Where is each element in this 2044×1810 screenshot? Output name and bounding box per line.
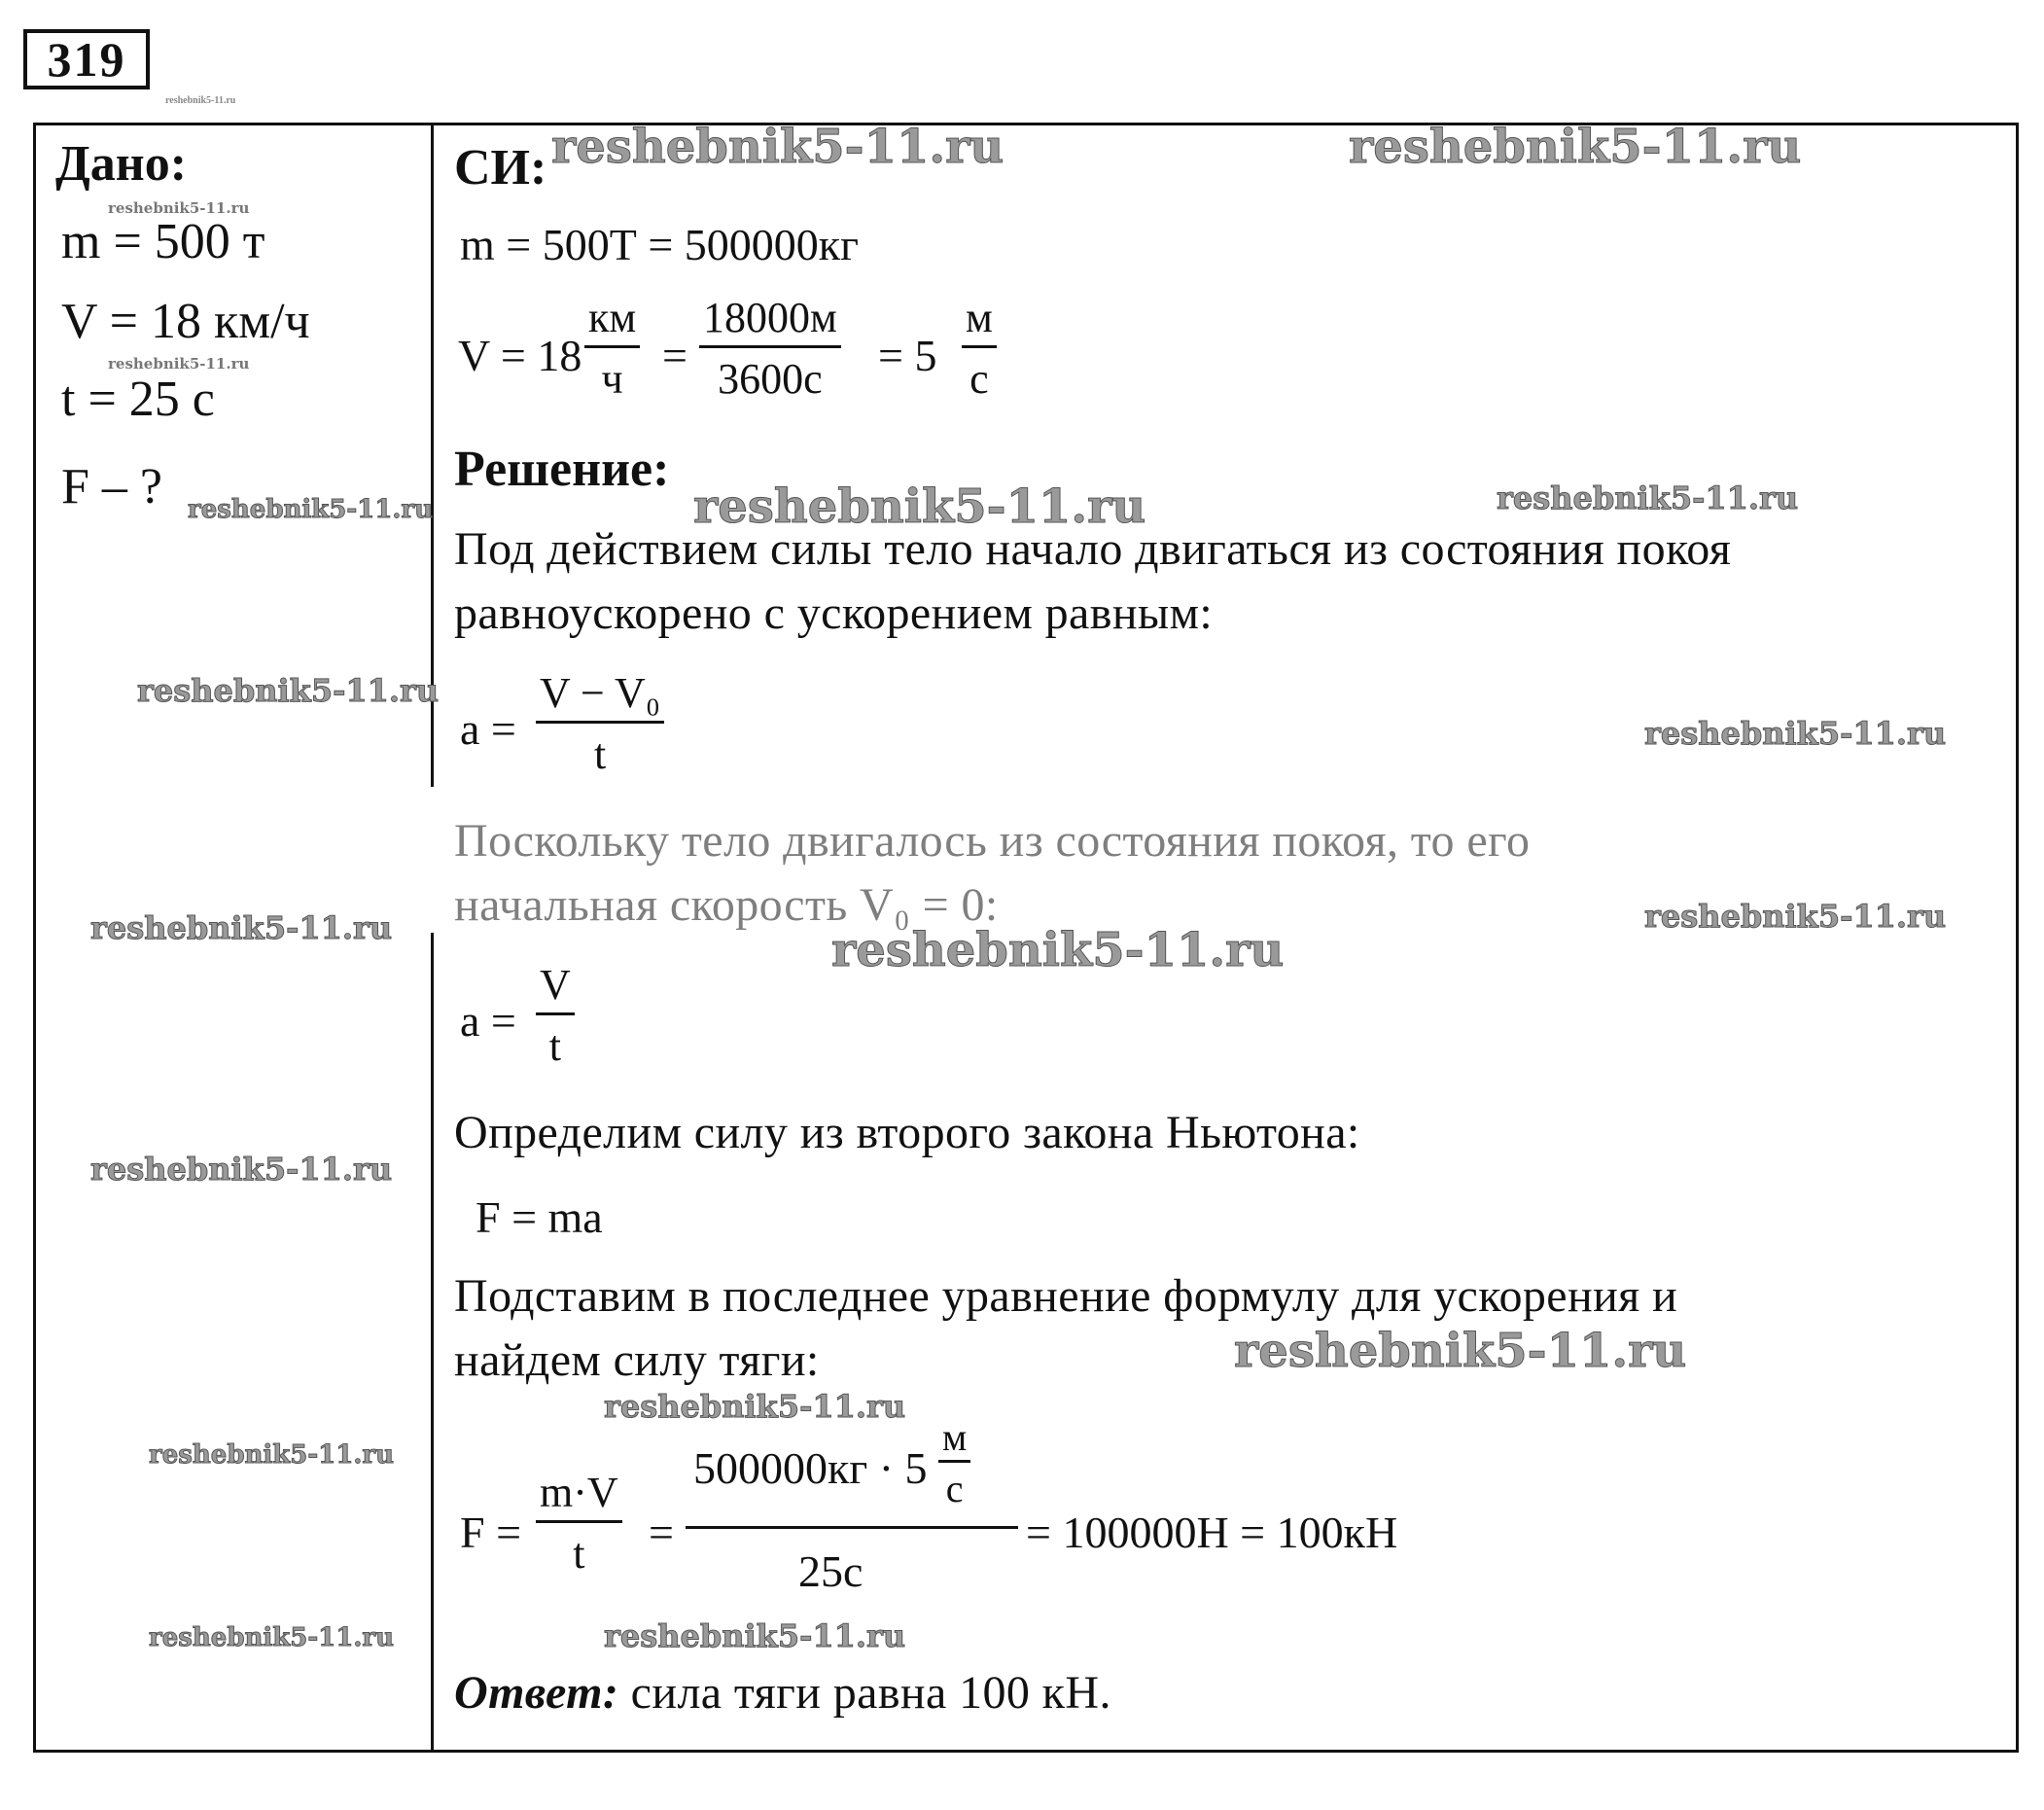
- fraction-denominator: t: [548, 1022, 561, 1070]
- answer-label: Ответ:: [454, 1667, 619, 1719]
- solution-paragraph-4-line-1: Подставим в последнее уравнение формулу для ускорения и: [454, 1270, 1678, 1322]
- fraction-numerator: V: [536, 958, 575, 1015]
- si-mass-line: m = 500Т = 500000кг: [460, 220, 859, 269]
- watermark: reshebnik5-11.ru: [604, 1388, 906, 1425]
- fraction-denominator: ч: [601, 355, 623, 403]
- watermark: reshebnik5-11.ru: [108, 355, 250, 373]
- fraction-denominator: t: [593, 730, 607, 778]
- watermark: reshebnik5-11.ru: [188, 495, 434, 524]
- formula-3: F = ma: [476, 1192, 603, 1242]
- fraction-denominator: t: [573, 1530, 585, 1578]
- fraction-numerator: 18000м: [699, 291, 841, 348]
- formula-2-fraction: [536, 958, 575, 1074]
- watermark: reshebnik5-11.ru: [1497, 479, 1799, 516]
- given-unknown-force: F – ?: [61, 459, 162, 515]
- fraction-numerator: V − V₀: [536, 666, 664, 724]
- si-speed-fraction-1: [584, 291, 640, 407]
- problem-number: 319: [23, 29, 150, 89]
- given-header: Дано:: [55, 136, 188, 192]
- formula-4-fraction-2-numerator-prefix: 500000кг · 5: [693, 1443, 928, 1493]
- formula-4-lhs: F =: [460, 1508, 522, 1557]
- solution-paragraph-4-line-2: найдем силу тяги:: [454, 1334, 820, 1386]
- solution-paragraph-2-line-2: начальная скорость V₀ = 0:: [454, 879, 999, 931]
- watermark: reshebnik5-11.ru: [108, 199, 250, 217]
- watermark: reshebnik5-11.ru: [831, 923, 1285, 977]
- watermark: reshebnik5-11.ru: [693, 479, 1146, 534]
- fraction-numerator: м: [962, 291, 997, 348]
- solution-paragraph-1-line-2: равноускорено с ускорением равным:: [454, 587, 1214, 639]
- formula-1-lhs: a =: [460, 704, 516, 754]
- si-header: СИ:: [454, 140, 547, 195]
- watermark: reshebnik5-11.ru: [1644, 715, 1947, 752]
- divider-gap: [425, 787, 439, 933]
- formula-4-fraction-2-bar: [686, 1526, 1018, 1529]
- formula-2-lhs: a =: [460, 996, 516, 1046]
- tiny-watermark: reshebnik5-11.ru: [165, 95, 236, 106]
- solution-paragraph-2-line-1: Поскольку тело двигалось из состояния покоя, то его: [454, 815, 1531, 867]
- formula-4-fraction-2-denominator: 25с: [798, 1546, 863, 1596]
- si-speed-fraction-2: [699, 291, 841, 407]
- given-speed: V = 18 км/ч: [61, 294, 310, 349]
- given-mass: m = 500 т: [61, 214, 265, 269]
- formula-4-fraction-1: [536, 1466, 622, 1581]
- si-speed-prefix: V = 18: [458, 331, 582, 380]
- given-time: t = 25 с: [61, 372, 215, 427]
- watermark: reshebnik5-11.ru: [149, 1440, 395, 1470]
- si-speed-result-prefix: = 5: [878, 331, 937, 380]
- watermark: reshebnik5-11.ru: [1644, 898, 1947, 935]
- solution-header: Решение:: [454, 442, 670, 497]
- watermark: reshebnik5-11.ru: [551, 120, 1004, 174]
- formula-4-result: = 100000Н = 100кН: [1026, 1508, 1398, 1557]
- fraction-denominator: 3600с: [718, 355, 823, 403]
- watermark: reshebnik5-11.ru: [90, 1151, 393, 1188]
- fraction-denominator: с: [969, 355, 989, 403]
- watermark: reshebnik5-11.ru: [137, 672, 440, 709]
- solution-table: [33, 120, 2019, 1753]
- solution-paragraph-1-line-1: Под действием силы тело начало двигаться из состояния покоя: [454, 523, 1732, 575]
- solution-paragraph-3: Определим силу из второго закона Ньютона:: [454, 1107, 1360, 1158]
- formula-4-inner-fraction: [938, 1415, 970, 1511]
- fraction-numerator: км: [584, 291, 640, 348]
- watermark: reshebnik5-11.ru: [149, 1623, 395, 1652]
- fraction-denominator: с: [945, 1467, 964, 1510]
- formula-1-fraction: [536, 666, 664, 782]
- fraction-numerator: m·V: [536, 1466, 622, 1523]
- column-divider: [431, 125, 434, 1750]
- watermark: reshebnik5-11.ru: [1349, 120, 1802, 174]
- watermark: reshebnik5-11.ru: [90, 909, 393, 946]
- si-speed-fraction-3: [962, 291, 997, 407]
- watermark: reshebnik5-11.ru: [604, 1617, 906, 1654]
- formula-4-equals: =: [649, 1508, 674, 1557]
- fraction-numerator: м: [938, 1415, 970, 1463]
- answer-text: сила тяги равна 100 кН.: [618, 1667, 1111, 1719]
- watermark: reshebnik5-11.ru: [1234, 1324, 1687, 1378]
- answer-line: [454, 1666, 1111, 1720]
- si-speed-equals: =: [662, 331, 687, 380]
